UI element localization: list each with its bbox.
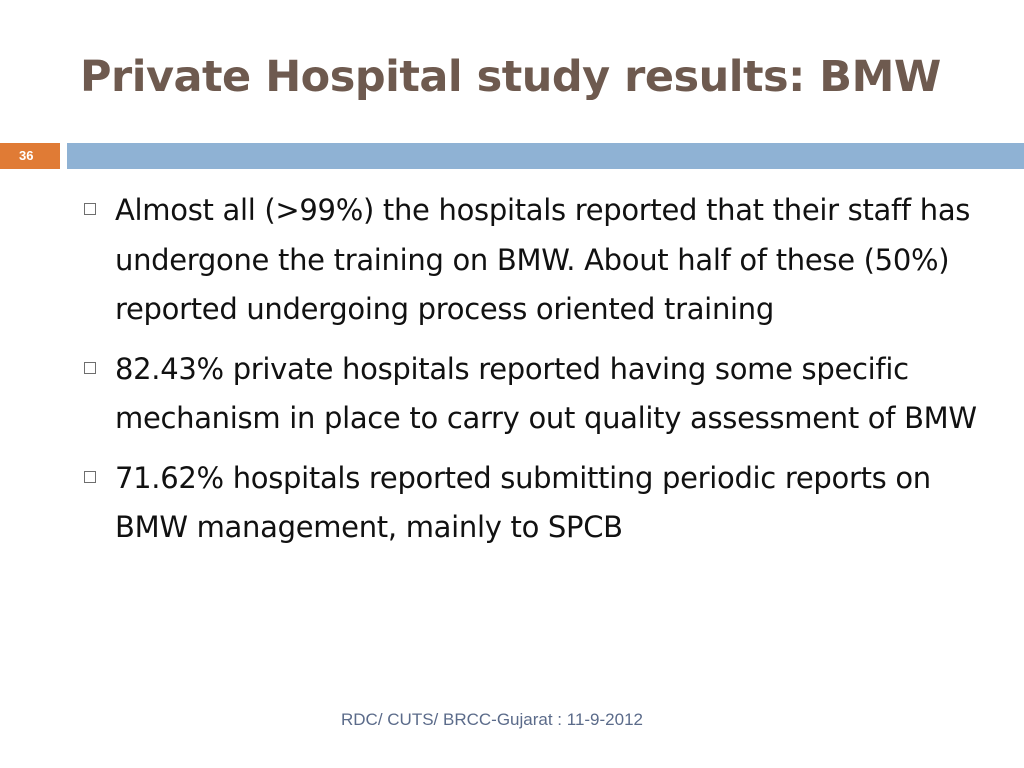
- bullet-item: [80, 345, 980, 444]
- bullet-text: 71.62% hospitals reported submitting periodic reports on BMW management, mainly to SPCB: [115, 460, 931, 544]
- bullet-item: [80, 186, 980, 335]
- header-bar: [67, 143, 1024, 169]
- slide-title: Private Hospital study results: BMW: [80, 52, 941, 102]
- hollow-square-icon: [84, 362, 96, 374]
- footer: RDC/ CUTS/ BRCC-Gujarat : 11-9-2012: [341, 710, 643, 729]
- bullet-list: [80, 186, 980, 563]
- hollow-square-icon: [84, 203, 96, 215]
- bullet-text: Almost all (>99%) the hospitals reported that their staff has undergone the training on BMW. About half of these (50%) reported undergoing process oriented training: [115, 193, 971, 326]
- page-number: 36: [0, 143, 60, 169]
- bullet-item: [80, 454, 980, 553]
- hollow-square-icon: [84, 471, 96, 483]
- bullet-text: 82.43% private hospitals reported having some specific mechanism in place to carry out quality assessment of BMW: [115, 351, 977, 435]
